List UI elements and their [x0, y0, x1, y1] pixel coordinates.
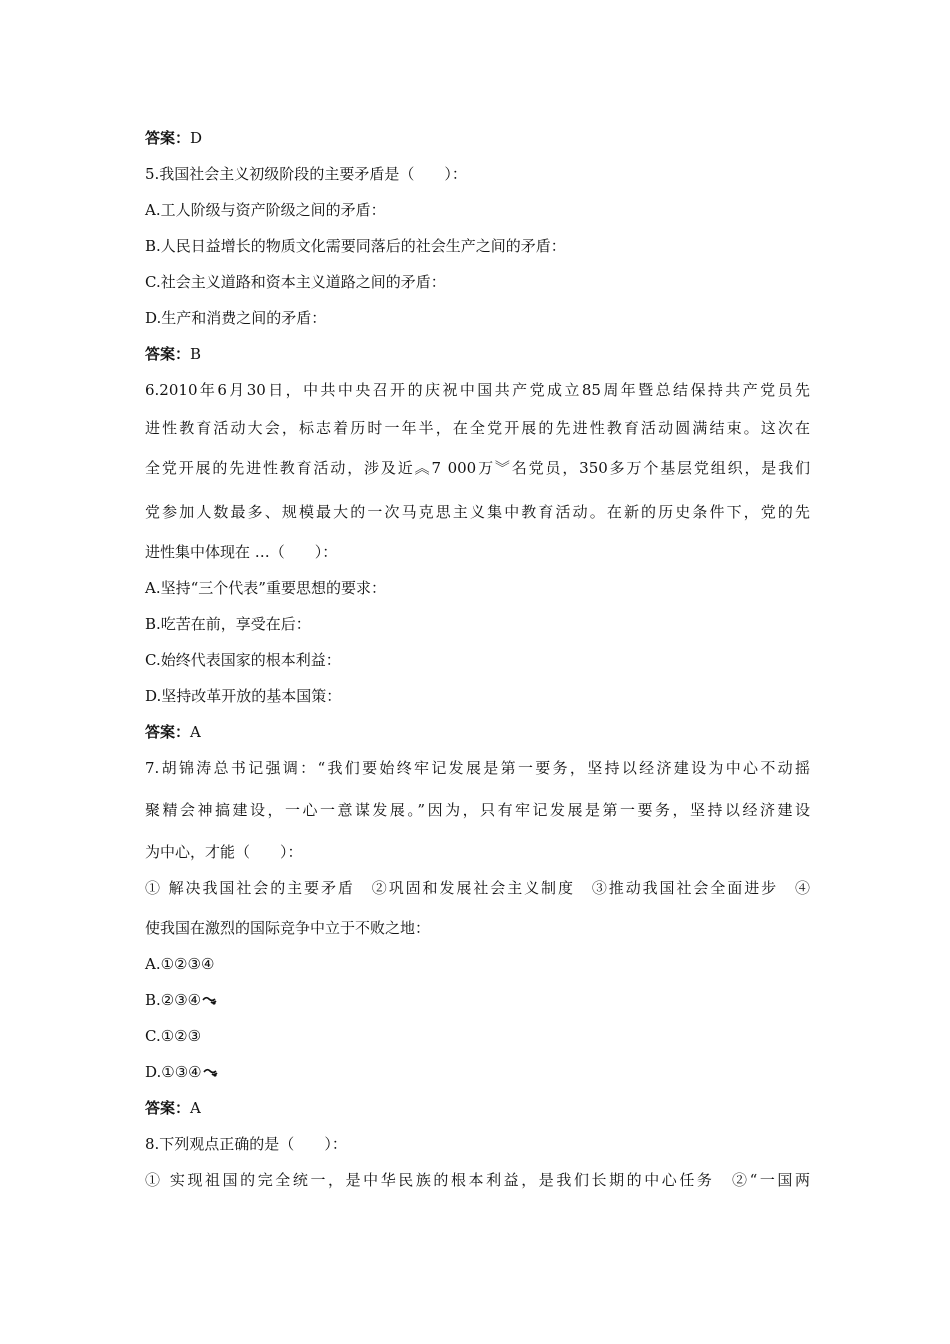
- answer-value: B: [190, 345, 202, 363]
- hand-scribble-icon: [202, 991, 218, 1011]
- question-8-stem: 8.下列观点正确的是（ ）：: [145, 1135, 347, 1153]
- answer-value: D: [190, 129, 203, 147]
- question-7-line-1: 7.胡锦涛总书记强调：“我们要始终牢记发展是第一要务，坚持以经济建设为中心不动摇: [145, 759, 810, 777]
- question-7-option-d: [145, 1062, 810, 1083]
- question-7-option-c: C.①②③: [145, 1027, 202, 1045]
- answer-label: 答案：: [145, 129, 191, 147]
- question-6-option-a: A.坚持“三个代表”重要思想的要求：: [145, 579, 386, 597]
- question-6-option-d: D.坚持改革开放的基本国策：: [145, 687, 342, 705]
- answer-q7: [145, 1098, 810, 1118]
- question-6-line-4: 党参加人数最多、规模最大的一次马克思主义集中教育活动。在新的历史条件下，党的先: [145, 503, 810, 521]
- question-5-option-d: D.生产和消费之间的矛盾：: [145, 309, 327, 327]
- question-8-line-1: ① 实现祖国的完全统一，是中华民族的根本利益，是我们长期的中心任务 ②“一国两: [145, 1171, 810, 1189]
- question-6-line-3: 全党开展的先进性教育活动，涉及近︽7 000万︾名党员，350多万个基层党组织，是我们: [145, 459, 810, 477]
- answer-label: 答案：: [145, 1099, 191, 1117]
- answer-label: 答案：: [145, 345, 191, 363]
- answer-q5: [145, 344, 810, 364]
- option-text: D.①③④: [145, 1063, 202, 1081]
- hand-scribble-icon: [203, 1063, 219, 1083]
- question-5-option-c: C.社会主义道路和资本主义道路之间的矛盾：: [145, 273, 446, 291]
- answer-q4: [145, 128, 810, 148]
- question-6-line-2: 进性教育活动大会，标志着历时一年半，在全党开展的先进性教育活动圆满结束。这次在: [145, 419, 810, 437]
- question-5-stem: 5.我国社会主义初级阶段的主要矛盾是（ ）：: [145, 165, 467, 183]
- question-7-line-2: 聚精会神搞建设，一心一意谋发展。”因为，只有牢记发展是第一要务，坚持以经济建设: [145, 801, 810, 819]
- answer-label: 答案：: [145, 723, 191, 741]
- answer-value: A: [190, 723, 201, 741]
- question-6-option-c: C.始终代表国家的根本利益：: [145, 651, 341, 669]
- question-7-line-3: 为中心，才能（ ）：: [145, 843, 303, 861]
- question-7-option-b: [145, 990, 810, 1011]
- question-7-line-4: ① 解决我国社会的主要矛盾 ②巩固和发展社会主义制度 ③推动我国社会全面进步 ④: [145, 879, 810, 897]
- question-6-line-5: 进性集中体现在 …（ ）：: [145, 543, 338, 561]
- question-6-option-b: B.吃苦在前，享受在后：: [145, 615, 311, 633]
- option-text: B.②③④: [145, 991, 202, 1009]
- question-7-option-a: A.①②③④: [145, 955, 215, 973]
- answer-value: A: [190, 1099, 201, 1117]
- question-5-option-a: A.工人阶级与资产阶级之间的矛盾：: [145, 201, 386, 219]
- question-5-option-b: B.人民日益增长的物质文化需要同落后的社会生产之间的矛盾：: [145, 237, 566, 255]
- question-7-line-5: 使我国在激烈的国际竞争中立于不败之地：: [145, 919, 431, 937]
- answer-q6: [145, 722, 810, 742]
- question-6-line-1: 6.2010年6月30日，中共中央召开的庆祝中国共产党成立85周年暨总结保持共产党员先: [145, 381, 810, 399]
